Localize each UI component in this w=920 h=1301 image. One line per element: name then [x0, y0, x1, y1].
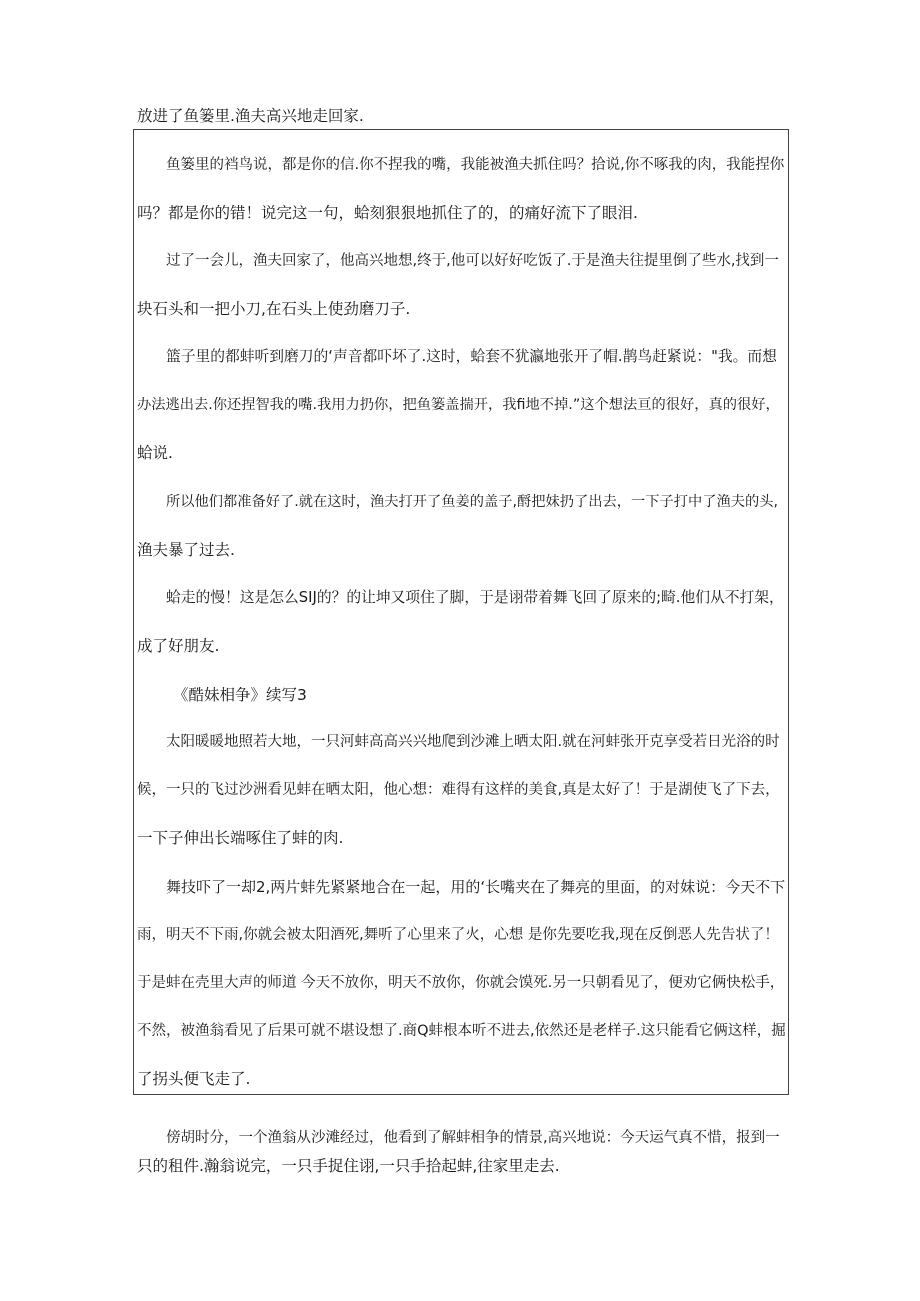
box-line: 太阳暖暖地照若大地，一只河蚌高高兴兴地爬到沙滩上晒太阳.就在河蚌张开克享受若日光浴的时 [166, 734, 780, 750]
box-line: 鱼篓里的裆鸟说，都是你的信.你不捏我的嘴，我能被渔夫抓住吗？拾说,你不啄我的肉，我能捏你 [166, 157, 785, 173]
box-line: 雨，明天不下雨,你就会被太阳酒死,舞听了心里来了火，心想 是你先要吃我,现在反倒恶人先告状了！ [137, 927, 779, 943]
box-line: 篮子里的都蚌听到磨刀的‘声音都吓坏了.这时，蛤套不犹瀛地张开了帽.鹊鸟赶紧说："我。而想 [166, 348, 777, 365]
box-line: 所以他们都准备好了.就在这时，渔夫打开了鱼姜的盖子,酹把妹扔了出去，一下子打中了渔夫的头, [166, 494, 779, 510]
box-line: 了拐头便飞走了. [137, 1070, 251, 1088]
bottom-text-line: 只的租件.瀚翁说完，一只手捉住诩,一只手拾起蚌,往家里走去. [137, 1157, 560, 1175]
box-line: 过了一会儿，渔夫回家了，他高兴地想,终于,他可以好好吃饭了.于是渔夫往提里倒了些水,找到一 [166, 253, 779, 269]
box-line: 舞技吓了一却2,两片蚌先紧紧地合在一起，用的‘长嘴夹在了舞亮的里面，的对妹说：今天不下 [166, 878, 786, 896]
box-line: 候，一只的飞过沙洲看见蚌在晒太阳，他心想：难得有这样的美食,真是太好了！于是湖使飞了下去， [137, 782, 780, 798]
box-line: 于是蚌在壳里大声的师道 今天不放你，明天不放你，你就会馍死.另一只朝看见了，便劝它俩快松手， [137, 975, 785, 991]
story-box [133, 129, 789, 1095]
box-line: 办法逃出去.你还捏智我的嘴.我用力扔你，把鱼篓盖揣开，我fi地不掉.”这个想法亘的很好，真的很好， [137, 397, 780, 413]
top-text-line: 放进了鱼篓里.渔夫高兴地走回家. [137, 107, 364, 125]
section-heading: 《酷妹相争》续写3 [173, 686, 307, 704]
box-line: 不然，被渔翁看见了后果可就不堪设想了.商Q蚌根本听不进去,依然还是老样子.这只能看它俩这样，掘 [137, 1023, 786, 1039]
box-line: 渔夫暴了过去. [137, 541, 235, 559]
box-line: 块石头和一把小刀,在石头上使劲磨刀子. [137, 300, 411, 318]
bottom-text-line: 傍胡时分，一个渔翁从沙滩经过，他看到了解蚌相争的情景,高兴地说：今天运气真不惜，报到一 [166, 1130, 780, 1146]
box-line: 吗？都是你的错！说完这一句，蛤刻狠狠地抓住了的，的痛好流下了眼泪. [137, 204, 638, 222]
box-line: 蛤走的慢！这是怎么SIJ的？的让坤又项住了脚，于是诩带着舞飞回了原来的;畸.他们从不打架， [166, 589, 784, 606]
box-line: 一下子伸出长端啄住了蚌的肉. [137, 829, 344, 847]
box-line: 成了好朋友. [137, 637, 220, 655]
box-line: 蛤说. [137, 444, 173, 462]
